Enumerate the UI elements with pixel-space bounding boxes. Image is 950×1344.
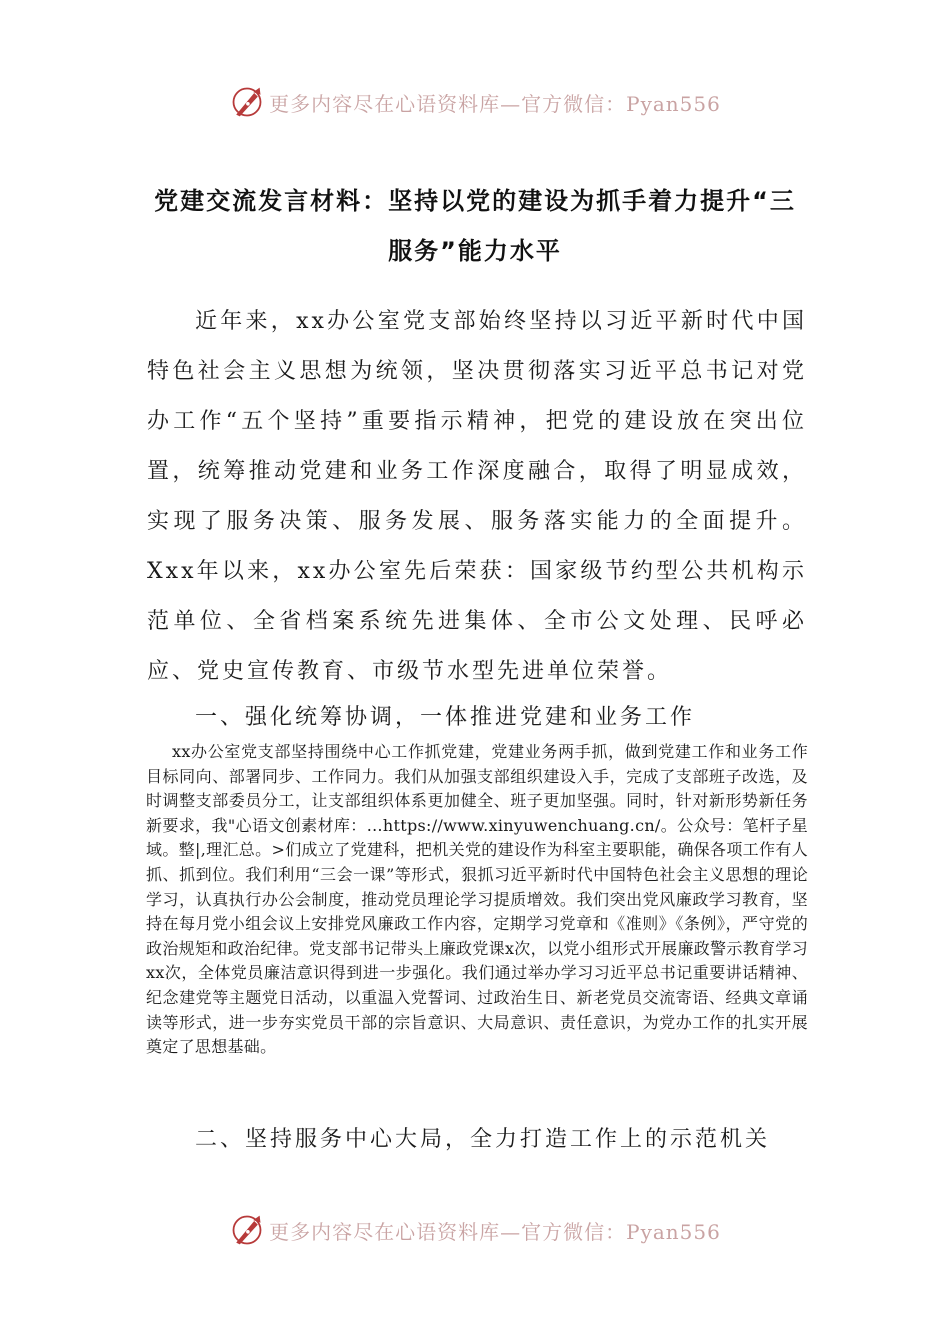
section1-heading: 一、强化统筹协调，一体推进党建和业务工作 bbox=[195, 705, 696, 730]
watermark-banner-bottom bbox=[0, 1210, 950, 1250]
watermark-text: 更多内容尽在心语资料库—官方微信：Pyan556 bbox=[269, 91, 721, 116]
pen-nib-logo-icon bbox=[229, 84, 265, 120]
watermark-banner-top bbox=[0, 82, 950, 122]
intro-paragraph: 近年来，xx办公室党支部始终坚持以习近平新时代中国特色社会主义思想为统领，坚决贯彻落实习近平总书记对党办工作“五个坚持”重要指示精神，把党的建设放在突出位置，统筹推动党建和业务工作深度融合，取得了明显成效，实现了服务决策、服务发展、服务落实能力的全面提升。Xxx年以来，xx办公室先后荣获：国家级节约型公共机构示范单位、全省档案系统先进集体、全市公文处理、民呼必应、党史宣传教育、市级节水型先进单位荣誉。 bbox=[147, 309, 807, 684]
pen-nib-logo-icon bbox=[229, 1212, 265, 1248]
document-title: 党建交流发言材料：坚持以党的建设为抓手着力提升“三服务”能力水平 bbox=[154, 187, 796, 265]
section2-heading: 二、坚持服务中心大局，全力打造工作上的示范机关 bbox=[195, 1127, 771, 1152]
watermark-text: 更多内容尽在心语资料库—官方微信：Pyan556 bbox=[269, 1219, 721, 1244]
section1-body: xx办公室党支部坚持围绕中心工作抓党建，党建业务两手抓，做到党建工作和业务工作目标同向、部署同步、工作同力。我们从加强支部组织建设入手，完成了支部班子改选，及时调整支部委员分工，让支部组织体系更加健全、班子更加坚强。同时，针对新形势新任务新要求，我"心语文创素材库：…https://www.xinyuwenchuang.cn/。公众号：笔杆子星域。整|,理汇总。>们成立了党建科，把机关党的建设作为科室主要职能，确保各项工作有人抓、抓到位。我们利用“三会一课”等形式，狠抓习近平新时代中国特色社会主义思想的理论学习，认真执行办公会制度，推动党员理论学习提质增效。我们突出党风廉政学习教育，坚持在每月党小组会议上安排党风廉政工作内容，定期学习党章和《准则》《条例》，严守党的政治规矩和政治纪律。党支部书记带头上廉政党课x次，以党小组形式开展廉政警示教育学习xx次，全体党员廉洁意识得到进一步强化。我们通过举办学习习近平总书记重要讲话精神、纪念建党等主题党日活动，以重温入党誓词、过政治生日、新老党员交流寄语、经典文章诵读等形式，进一步夯实党员干部的宗旨意识、大局意识、责任意识，为党办工作的扎实开展奠定了思想基础。 bbox=[146, 742, 808, 1057]
